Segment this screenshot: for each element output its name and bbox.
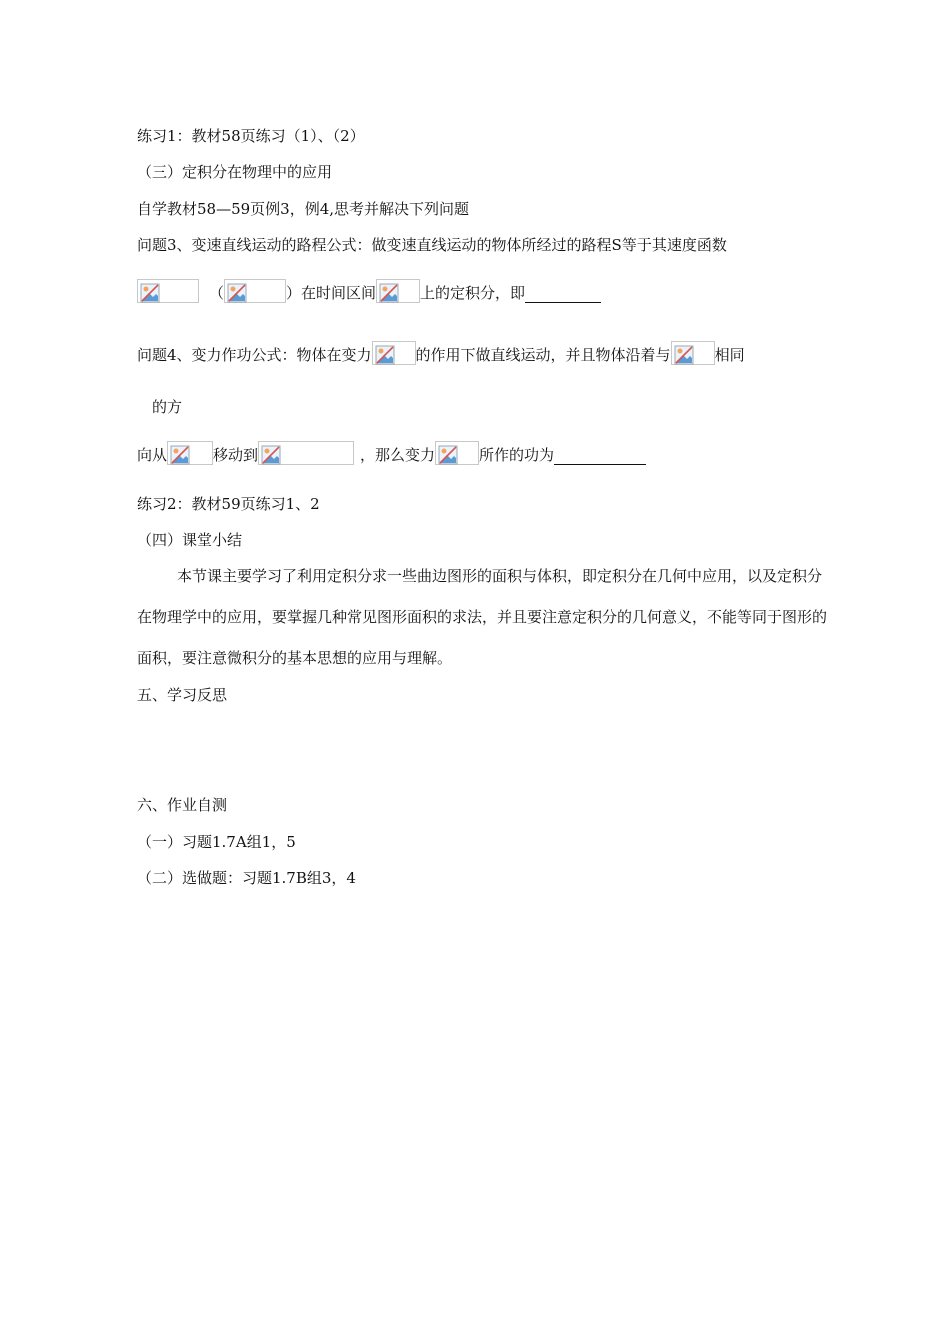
broken-image-icon: [671, 341, 715, 365]
homework-1: （一）习题1.7A组1，5: [137, 833, 296, 851]
question-4-line: 问题4、变力作功公式：物体在变力 的作用下做直线运动，并且物体沿着与 相同: [137, 341, 745, 365]
homework-2: （二）选做题：习题1.7B组3，4: [137, 869, 356, 887]
broken-image-icon: [372, 341, 416, 365]
broken-image-icon: [224, 279, 286, 303]
answer-blank: [554, 448, 646, 465]
broken-image-icon: [258, 441, 354, 465]
broken-image-icon: [376, 279, 420, 303]
section-3-heading: （三）定积分在物理中的应用: [137, 163, 333, 181]
question-4-formula-line: 向从 移动到 ，那么变力 所作的功为: [137, 441, 646, 465]
question-3-formula-line: （ ）在时间区间 上的定积分，即: [137, 279, 601, 303]
section-5-heading: 五、学习反思: [137, 686, 228, 704]
broken-image-icon: [137, 279, 199, 303]
section-6-heading: 六、作业自测: [137, 796, 228, 814]
broken-image-icon: [167, 441, 213, 465]
broken-image-icon: [435, 441, 479, 465]
question-3-line: 问题3、变速直线运动的路程公式：做变速直线运动的物体所经过的路程S等于其速度函数: [137, 236, 727, 254]
answer-blank: [525, 286, 601, 303]
section-4-heading: （四）课堂小结: [137, 531, 243, 549]
exercise-1: 练习1：教材58页练习（1）、（2）: [137, 127, 365, 145]
self-study-line: 自学教材58—59页例3，例4,思考并解决下列问题: [137, 200, 470, 218]
summary-paragraph: 本节课主要学习了利用定积分求一些曲边图形的面积与体积，即定积分在几何中应用，以及定积分在物理学中的应用，要掌握几种常见图形面积的求法，并且要注意定积分的几何意义，不能等同于图形的面积，要注意微积分的基本思想的应用与理解。: [137, 567, 828, 667]
exercise-2: 练习2：教材59页练习1、2: [137, 495, 320, 513]
question-4-continued: 的方: [152, 398, 183, 416]
